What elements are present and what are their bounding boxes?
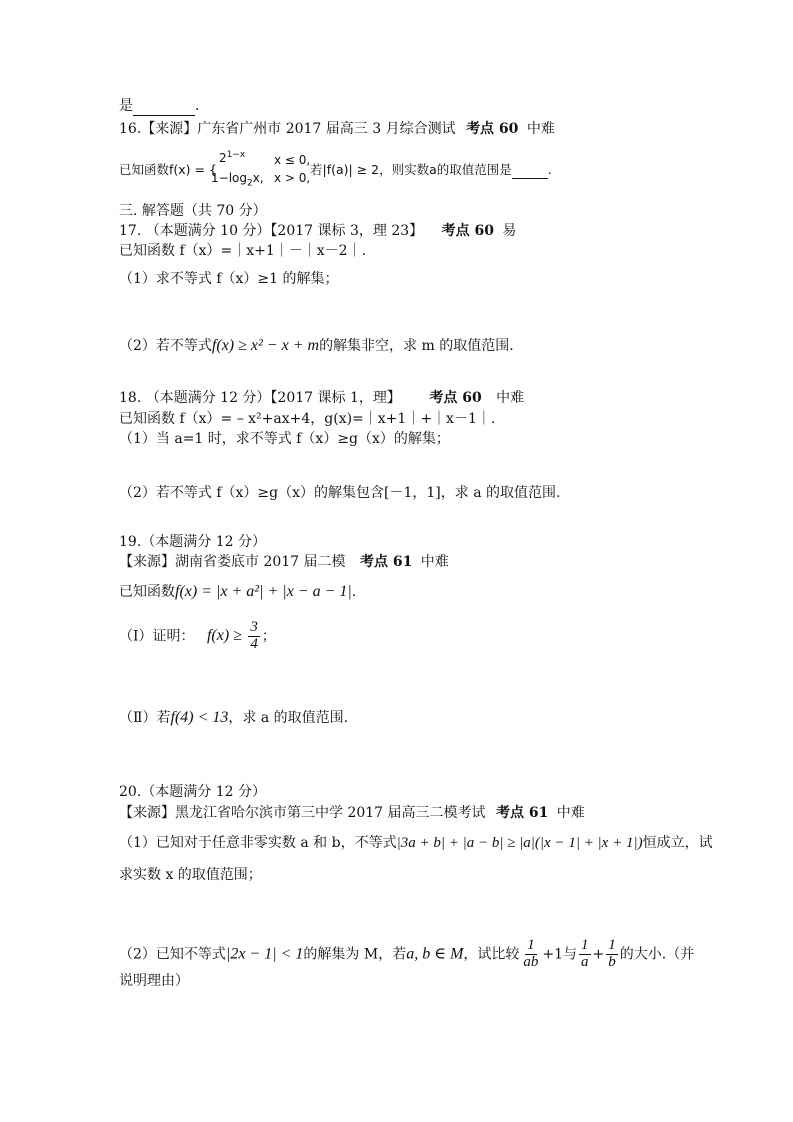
text-fragment: + (592, 946, 605, 963)
text-fragment: （2）若不等式 (119, 338, 212, 354)
question-19-source (119, 553, 449, 571)
piecewise-cond-2 (274, 171, 310, 187)
key-point: 考点 60 (466, 121, 519, 137)
text-fragment: . (195, 98, 200, 114)
fraction-denominator: b (608, 953, 616, 970)
question-score: 20.（本题满分 12 分） (119, 784, 266, 800)
fraction-denominator: 4 (250, 635, 258, 652)
question-20-part-2-cont (119, 972, 189, 990)
question-18-definition (119, 410, 495, 428)
question-17-header (119, 222, 516, 240)
text-fragment: . (351, 584, 357, 600)
question-20-part-1-cont (119, 866, 262, 884)
question-source: 18. （本题满分 12 分）【2017 课标 1，理】 (119, 390, 401, 406)
fraction-numerator: 1 (608, 937, 616, 953)
question-19-header (119, 533, 266, 551)
question-source: 【来源】湖南省娄底市 2017 届二模 (119, 554, 346, 570)
question-18-part-2 (119, 484, 560, 502)
text-fragment: （1）已知对于任意非零实数 a 和 b，不等式 (119, 835, 397, 851)
text-fragment: 恒成立，试 (642, 835, 713, 851)
question-score: 19.（本题满分 12 分） (119, 534, 266, 550)
sub-question: （2）若不等式 f（x）≥g（x）的解集包含[－1，1]，求 a 的取值范围. (119, 485, 561, 501)
fraction-numerator: 1 (527, 937, 535, 953)
question-16-header (119, 120, 555, 138)
inequality-formula: |3a + b| + |a − b| ≥ |a|(|x − 1| + |x + 1|) (396, 835, 643, 851)
fraction-one-over-a (579, 938, 591, 971)
text-fragment: ； (261, 628, 276, 645)
case2-expr: 1−log (211, 171, 247, 185)
inequality-formula: f(x) ≥ x² − x + m (211, 337, 320, 354)
fraction-numerator: 1 (581, 937, 589, 953)
function-def-prefix: 已知函数f(x) = { (119, 162, 217, 177)
difficulty: 易 (502, 223, 517, 239)
key-point: 考点 60 (429, 390, 482, 406)
inequality-formula: f(x) ≥ (206, 627, 242, 645)
text-fragment: （2）已知不等式 (119, 946, 226, 963)
question-20-source (119, 804, 585, 822)
key-point: 考点 61 (359, 554, 413, 570)
question-20-part-1 (119, 834, 713, 854)
text-fragment: 是 (119, 98, 133, 114)
sub-question: （1）求不等式 f（x）≥1 的解集； (119, 271, 339, 287)
question-17-part-2 (119, 336, 514, 357)
difficulty: 中难 (420, 554, 449, 570)
difficulty: 中难 (496, 390, 525, 406)
sub-question: （1）当 a=1 时，求不等式 f（x）≥g（x）的解集； (119, 431, 450, 447)
answer-blank[interactable] (512, 162, 548, 179)
question-source: 16.【来源】广东省广州市 2017 届高三 3 月综合测试 (119, 121, 456, 137)
answer-blank[interactable] (133, 97, 195, 116)
fraction-three-quarters (248, 620, 260, 653)
question-19-part-2 (119, 708, 348, 729)
text-fragment: . (547, 162, 552, 177)
section-3-title (119, 202, 267, 220)
text-fragment: 说明理由） (119, 973, 189, 989)
text-fragment: 的解集为 M，若 (303, 946, 407, 963)
question-16-body (119, 162, 217, 178)
text-fragment: +1与 (542, 946, 578, 963)
membership-formula: a, b ∈ M (406, 945, 464, 963)
fraction-numerator: 3 (250, 619, 258, 635)
question-17-part-1 (119, 270, 339, 288)
function-definition: 已知函数 f（x）= – x²+ax+4，g(x)=｜x+1｜+｜x－1｜. (119, 411, 496, 427)
fraction-one-over-b (606, 938, 618, 971)
text-fragment: ，试比较 (463, 946, 520, 963)
difficulty: 中难 (526, 121, 555, 137)
difficulty: 中难 (556, 805, 585, 821)
question-19-definition (119, 582, 356, 603)
question-20-part-2 (119, 938, 694, 971)
case1-condition: x ≤ 0, (274, 153, 311, 167)
question-17-definition (119, 242, 366, 260)
fraction-denominator: ab (523, 953, 539, 970)
question-source: 17. （本题满分 10 分）【2017 课标 3，理 23】 (119, 223, 424, 239)
case2-var: x, (252, 171, 264, 185)
question-18-part-1 (119, 430, 450, 448)
fraction-denominator: a (581, 953, 589, 970)
key-point: 考点 61 (495, 805, 549, 821)
text-fragment: （Ⅱ）若 (119, 710, 171, 726)
answer-blank-line (119, 97, 199, 116)
section-heading: 三. 解答题（共 70 分） (119, 203, 267, 219)
question-19-part-1 (119, 620, 276, 653)
function-definition: 已知函数 f（x）=｜x+1｜－｜x－2｜. (119, 243, 367, 259)
question-16-condition: 若|f(a)| ≥ 2，则实数a的取值范围是 (310, 162, 512, 177)
question-source: 【来源】黑龙江省哈尔滨市第三中学 2017 届高三二模考试 (119, 805, 486, 821)
inequality-formula: f(4) < 13 (170, 709, 229, 726)
question-20-header (119, 783, 266, 801)
case1-expr: 2 (219, 151, 227, 165)
fraction-one-over-ab (521, 938, 540, 971)
case1-exponent: 1−x (226, 150, 246, 160)
case2-condition: x > 0, (274, 171, 311, 185)
question-18-header (119, 389, 524, 407)
piecewise-case-2 (211, 171, 264, 190)
question-16-tail (310, 162, 552, 179)
text-fragment: 已知函数 (119, 584, 175, 600)
piecewise-cond-1 (274, 153, 310, 169)
piecewise-case-1 (219, 150, 245, 167)
case2-log-base: 2 (246, 178, 253, 189)
text-fragment: 的大小.（并 (619, 946, 695, 963)
function-formula: f(x) = |x + a²| + |x − a − 1| (175, 583, 352, 600)
text-fragment: （Ⅰ）证明： (119, 628, 195, 645)
text-fragment: ，求 a 的取值范围. (228, 710, 349, 726)
key-point: 考点 60 (441, 223, 494, 239)
text-fragment: 的解集非空，求 m 的取值范围. (319, 338, 514, 354)
inequality-formula: |2x − 1| < 1 (225, 945, 304, 963)
text-fragment: 求实数 x 的取值范围； (119, 867, 262, 883)
